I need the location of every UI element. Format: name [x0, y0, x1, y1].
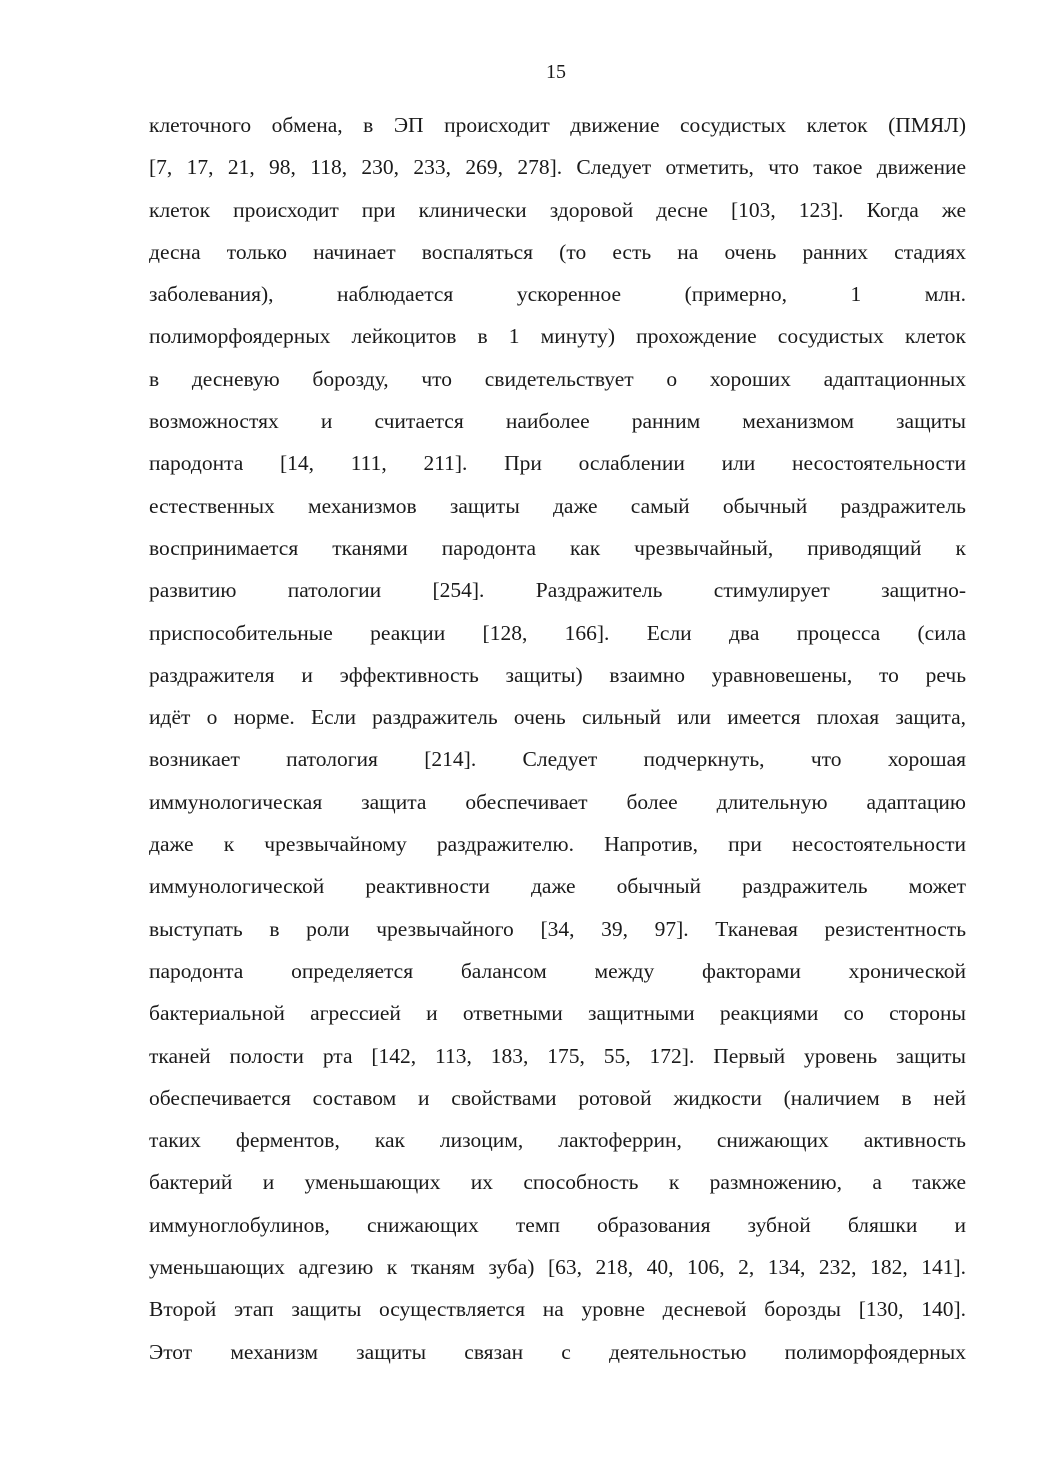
text-line: естественных механизмов защиты даже самый обычный раздражитель — [149, 493, 966, 518]
text-line: воспринимается тканями пародонта как чрезвычайный, приводящий к — [149, 535, 966, 560]
text-line: уменьшающих адгезию к тканям зуба) [63, 218, 40, 106, 2, 134, 232, 182, 141]. — [149, 1255, 966, 1280]
text-line: тканей полости рта [142, 113, 183, 175, 55, 172]. Первый уровень защиты — [149, 1043, 966, 1068]
text-line: развитию патологии [254]. Раздражитель стимулирует защитно- — [149, 578, 966, 603]
text-line: обеспечивается составом и свойствами ротовой жидкости (наличием в ней — [149, 1085, 966, 1110]
text-line: идёт о норме. Если раздражитель очень сильный или имеется плохая защита, — [149, 705, 966, 730]
text-line: заболевания), наблюдается ускоренное (примерно, 1 млн. — [149, 282, 966, 307]
text-line: бактериальной агрессией и ответными защитными реакциями со стороны — [149, 1001, 966, 1026]
page-number: 15 — [546, 61, 566, 83]
text-line: полиморфоядерных лейкоцитов в 1 минуту) прохождение сосудистых клеток — [149, 324, 966, 349]
text-line: иммуноглобулинов, снижающих темп образования зубной бляшки и — [149, 1212, 966, 1237]
text-line: Этот механизм защиты связан с деятельностью полиморфоядерных — [149, 1339, 966, 1364]
text-line: иммунологическая защита обеспечивает более длительную адаптацию — [149, 789, 966, 814]
text-line: [7, 17, 21, 98, 118, 230, 233, 269, 278]. Следует отметить, что такое движение — [149, 155, 966, 180]
text-line: иммунологической реактивности даже обычный раздражитель может — [149, 874, 966, 899]
text-line: Второй этап защиты осуществляется на уровне десневой борозды [130, 140]. — [149, 1297, 966, 1322]
text-line: бактерий и уменьшающих их способность к размножению, а также — [149, 1170, 966, 1195]
text-line: в десневую борозду, что свидетельствует о хороших адаптационных — [149, 366, 966, 391]
text-line: таких ферментов, как лизоцим, лактоферрин, снижающих активность — [149, 1128, 966, 1153]
text-line: возникает патология [214]. Следует подчеркнуть, что хорошая — [149, 747, 966, 772]
text-line: клеточного обмена, в ЭП происходит движение сосудистых клеток (ПМЯЛ) — [149, 113, 966, 137]
text-line: десна только начинает воспаляться (то есть на очень ранних стадиях — [149, 239, 966, 264]
text-line: пародонта определяется балансом между факторами хронической — [149, 958, 966, 983]
text-line: возможностях и считается наиболее ранним механизмом защиты — [149, 409, 966, 434]
text-line: клеток происходит при клинически здоровой десне [103, 123]. Когда же — [149, 197, 966, 222]
text-line: приспособительные реакции [128, 166]. Если два процесса (сила — [149, 620, 966, 645]
text-line: даже к чрезвычайному раздражителю. Напротив, при несостоятельности — [149, 832, 966, 857]
text-line: пародонта [14, 111, 211]. При ослаблении или несостоятельности — [149, 451, 966, 476]
text-line: выступать в роли чрезвычайного [34, 39, 97]. Тканевая резистентность — [149, 916, 966, 941]
text-line: раздражителя и эффективность защиты) взаимно уравновешены, то речь — [149, 662, 966, 687]
body-text — [149, 104, 966, 1373]
